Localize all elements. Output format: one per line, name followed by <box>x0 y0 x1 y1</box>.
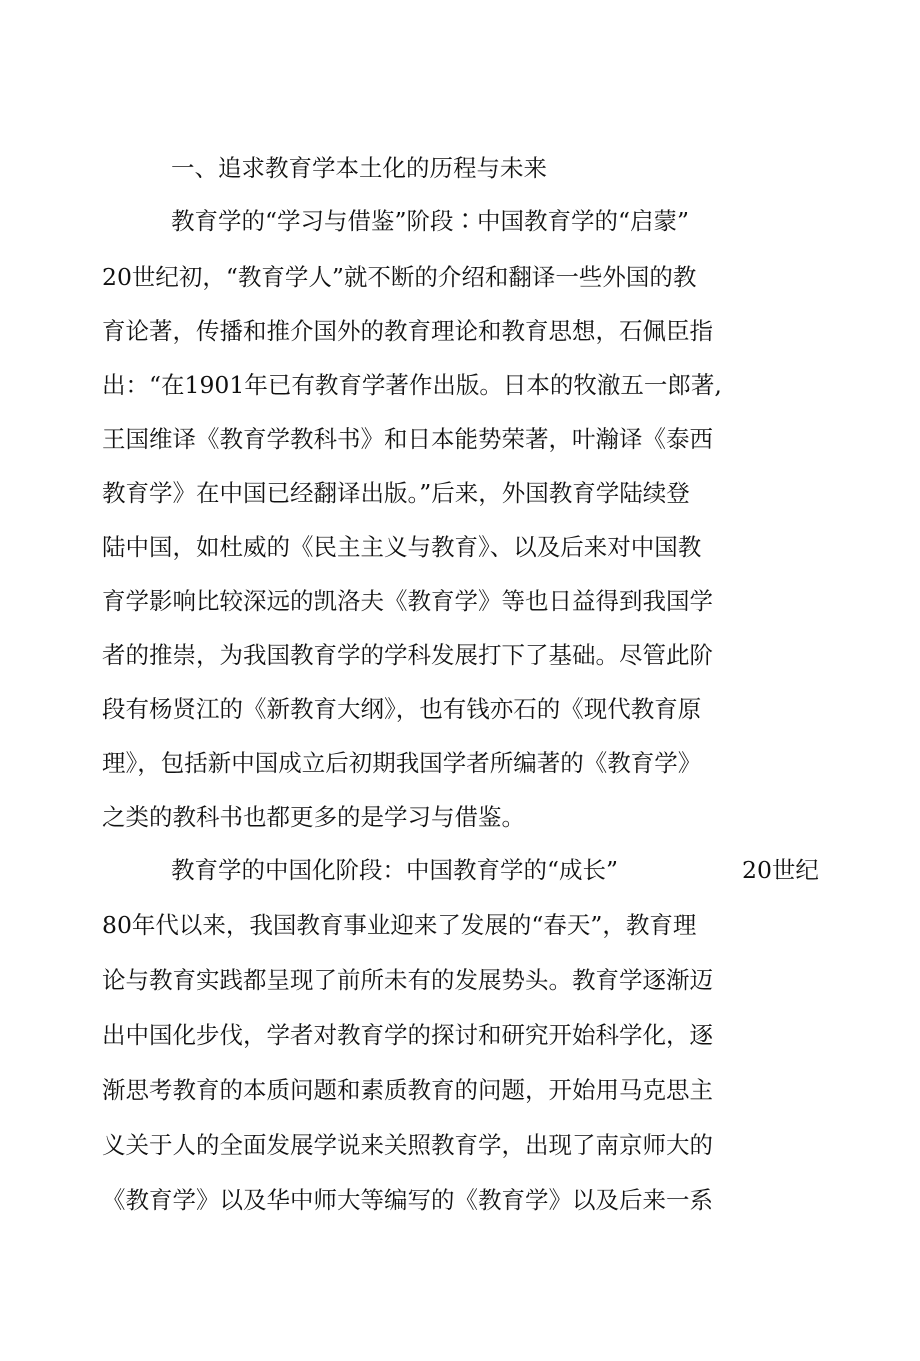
body-line: 教育学》在中国已经翻译出版。”后来，外国教育学陆续登 <box>102 479 690 507</box>
body-line: 渐思考教育的本质问题和素质教育的问题，开始用马克思主 <box>102 1076 713 1104</box>
body-line: 王国维译《教育学教科书》和日本能势荣著，叶瀚译《泰西 <box>102 425 713 453</box>
subheading-stage-2-tail: 20世纪 <box>742 856 819 884</box>
body-line: 之类的教科书也都更多的是学习与借鉴。 <box>102 803 525 831</box>
body-line: 者的推崇，为我国教育学的学科发展打下了基础。尽管此阶 <box>102 641 713 669</box>
body-line: 段有杨贤江的《新教育大纲》，也有钱亦石的《现代教育原 <box>102 695 702 723</box>
body-line: 育学影响比较深远的凯洛夫《教育学》等也日益得到我国学 <box>102 587 713 615</box>
subheading-stage-1: 教育学的“学习与借鉴”阶段∶中国教育学的“启蒙” <box>171 207 690 235</box>
body-line: 80年代以来，我国教育事业迎来了发展的“春天”，教育理 <box>102 911 697 939</box>
body-line: 理》，包括新中国成立后初期我国学者所编著的《教育学》 <box>102 749 702 777</box>
body-line: 义关于人的全面发展学说来关照教育学，出现了南京师大的 <box>102 1131 713 1159</box>
body-line: 20世纪初，“教育学人”就不断的介绍和翻译一些外国的教 <box>102 263 697 291</box>
body-line: 出中国化步伐，学者对教育学的探讨和研究开始科学化，逐 <box>102 1021 713 1049</box>
body-line: 论与教育实践都呈现了前所未有的发展势头。教育学逐渐迈 <box>102 966 713 994</box>
body-line: 育论著，传播和推介国外的教育理论和教育思想，石佩臣指 <box>102 317 713 345</box>
section-heading: 一、追求教育学本土化的历程与未来 <box>171 154 547 182</box>
body-line: 出：“在1901年已有教育学著作出版。日本的牧澈五一郎著, <box>102 371 722 399</box>
body-line: 《教育学》以及华中师大等编写的《教育学》以及后来一系 <box>102 1186 713 1214</box>
body-line: 陆中国，如杜威的《民主主义与教育》、以及后来对中国教 <box>102 533 702 561</box>
subheading-stage-2: 教育学的中国化阶段：中国教育学的“成长” <box>171 856 619 884</box>
